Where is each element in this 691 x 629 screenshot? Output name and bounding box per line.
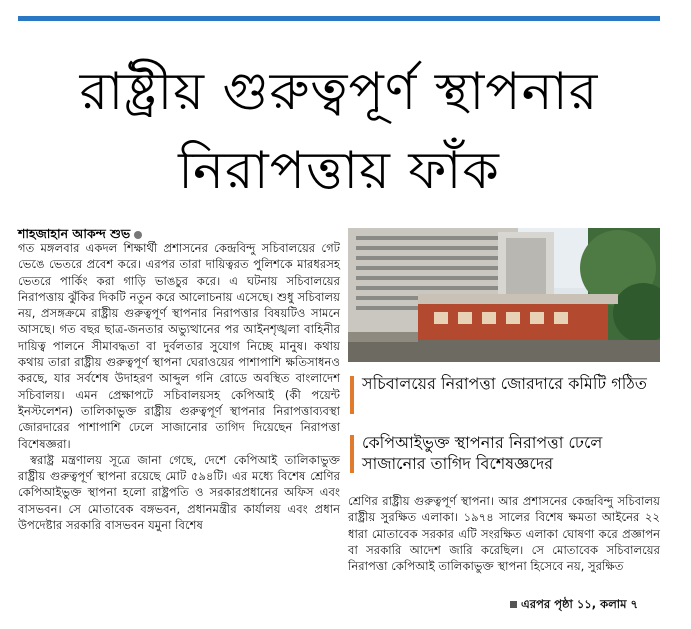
subhead-marker-icon — [350, 435, 354, 473]
headline-line-2: নিরাপত্তায় ফাঁক — [178, 141, 500, 201]
body-paragraph-3: শ্রেণির রাষ্ট্রীয় গুরুত্বপূর্ণ স্থাপনা। আর প্রশাসনের কেন্দ্রবিন্দু সচিবালয় রাষ্ট্রীয় সুরক্ষিত এলাকা। ১৯৭৪ সালের বিশেষ ক্ষমতা আইনের ২২ ধারা মোতাবেক সরকার এটি সংরক্ষিত এলাকা ঘোষণা করে প্রজ্ঞাপন বা সরকারি আদেশ জারি করেছিল। সে মোতাবেক সচিবালয়ের নিরাপত্তা কেপিআই তালিকাভুক্ত স্থাপনা হিসেবে নয়, সুরক্ষিত — [348, 494, 660, 574]
subheading-2 — [348, 432, 662, 474]
byline-name: শাহজাহান আকন্দ শুভ — [18, 226, 131, 241]
bullet-icon — [134, 231, 142, 239]
body-right-column — [348, 493, 660, 574]
subhead-marker-icon — [350, 376, 354, 414]
subheading-2-text: কেপিআইভুক্ত স্থাপনার নিরাপত্তা ঢেলে সাজানোর তাগিদ বিশেষজ্ঞদের — [362, 433, 603, 473]
photo-illustration — [348, 228, 660, 362]
body-paragraph-2: স্বরাষ্ট্র মন্ত্রণালয় সূত্রে জানা গেছে, দেশে কেপিআই তালিকাভুক্ত রাষ্ট্রীয় গুরুত্বপূর্ণ স্থাপনা রয়েছে মোট ৫৯৪টি। এর মধ্যে বিশেষ শ্রেণির কেপিআইভুক্ত স্থাপনা হলো রাষ্ট্রপতি ও সরকারপ্রধানের অফিস এবং বাসভবন। সে মোতাবেক বঙ্গভবন, প্রধানমন্ত্রীর কার্যালয় এবং প্রধান উপদেষ্টার সরকারি বাসভবন যমুনা বিশেষ — [18, 452, 340, 533]
square-bullet-icon — [510, 601, 517, 608]
continuation-note — [510, 596, 638, 615]
top-rule — [18, 16, 660, 21]
secretariat-building-photo — [348, 228, 660, 362]
body-left-column — [18, 240, 340, 533]
headline-line-1: রাষ্ট্রীয় গুরুত্বপূর্ণ স্থাপনার — [79, 62, 599, 122]
body-paragraph-1: গত মঙ্গলবার একদল শিক্ষার্থী প্রশাসনের কেন্দ্রবিন্দু সচিবালয়ের গেট ভেঙে ভেতরে প্রবেশ করে। এরপর তারা দায়িত্বরত পুলিশকে মারধরসহ ভেতরে পার্কিং করা গাড়ি ভাঙচুর করে। এ ঘটনায় সচিবালয়ের নিরাপত্তায় ঝুঁকির দিকটি নতুন করে আলোচনায় এসেছে। শুধু সচিবালয় নয়, প্রসঙ্গক্রমে রাষ্ট্রীয় গুরুত্বপূর্ণ স্থাপনার নিরাপত্তার বিষয়টিও সামনে আসছে। গত বছর ছাত্র-জনতার অভ্যুত্থানের পর আইনশৃঙ্খলা বাহিনীর দায়িত্ব পালনে সীমাবদ্ধতা বা দুর্বলতার সুযোগ নিচ্ছে মানুষ। কথায় কথায় তারা রাষ্ট্রীয় গুরুত্বপূর্ণ স্থাপনা ঘেরাওয়ের পাশাপাশি ক্ষতিসাধনও করছে, যার সর্বশেষ উদাহরণ আব্দুল গনি রোডে অবস্থিত বাংলাদেশ সচিবালয়। এমন প্রেক্ষাপটে সচিবালয়সহ কেপিআই (কী পয়েন্ট ইনস্টলেশন) তালিকাভুক্ত রাষ্ট্রীয় গুরুত্বপূর্ণ স্থাপনার নিরাপত্তাব্যবস্থা জোরদারের পাশাপাশি ঢেলে সাজানোর তাগিদ দিয়েছেন নিরাপত্তা বিশেষজ্ঞরা। — [18, 241, 340, 451]
subheading-1 — [348, 373, 662, 394]
continuation-text: এরপর পৃষ্ঠা ১১, কলাম ৭ — [521, 597, 638, 611]
subheading-1-text: সচিবালয়ের নিরাপত্তা জোরদারে কমিটি গঠিত — [362, 374, 647, 393]
